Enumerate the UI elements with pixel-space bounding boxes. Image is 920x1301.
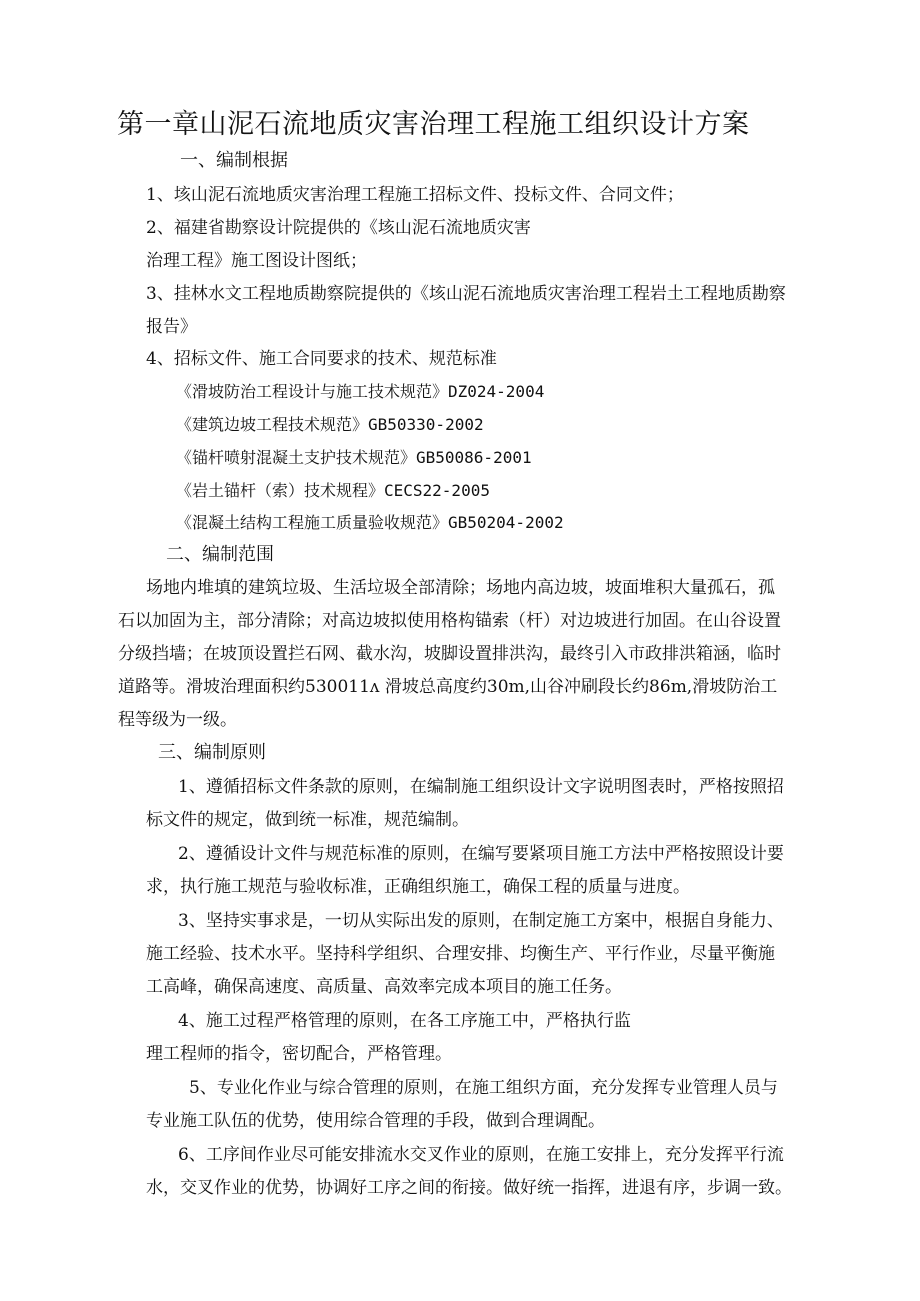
- principle-2-line-2: 求，执行施工规范与验收标准，正确组织施工，确保工程的质量与进度。: [146, 877, 690, 897]
- section-heading-scope: 二、编制范围: [166, 544, 274, 565]
- standard-item-1: 《滑坡防治工程设计与施工技术规范》DZ024-2004: [176, 382, 545, 401]
- document-title: 第一章山泥石流地质灾害治理工程施工组织设计方案: [117, 109, 750, 140]
- scope-line-4: 道路等。滑坡治理面积约530011ʌ 滑坡总高度约30m,山谷冲刷段长约86m,滑坡防治工: [118, 677, 778, 697]
- scope-line-2: 石以加固为主，部分清除；对高边坡拟使用格构锚索（杆）对边坡进行加固。在山谷设置: [118, 611, 781, 631]
- scope-line-3: 分级挡墙；在坡顶设置拦石网、截水沟，坡脚设置排洪沟，最终引入市政排洪箱涵，临时: [118, 644, 781, 664]
- basis-item-4: 4、招标文件、施工合同要求的技术、规范标准: [146, 349, 497, 369]
- principle-4-line-1: 4、施工过程严格管理的原则，在各工序施工中，严格执行监: [178, 1011, 631, 1031]
- section-heading-basis: 一、编制根据: [180, 150, 288, 171]
- principle-5-line-2: 专业施工队伍的优势，使用综合管理的手段，做到合理调配。: [146, 1111, 605, 1131]
- basis-item-3-line-1: 3、挂林水文工程地质勘察院提供的《垓山泥石流地质灾害治理工程岩土工程地质勘察: [146, 284, 786, 304]
- standard-item-2: 《建筑边坡工程技术规范》GB50330-2002: [176, 415, 484, 434]
- principle-1-line-2: 标文件的规定，做到统一标准，规范编制。: [146, 810, 469, 830]
- principle-6-line-1: 6、工序间作业尽可能安排流水交叉作业的原则，在施工安排上，充分发挥平行流: [178, 1145, 784, 1165]
- section-heading-principles: 三、编制原则: [158, 742, 266, 763]
- basis-item-3-line-2: 报告》: [146, 317, 197, 337]
- scope-line-5: 程等级为一级。: [118, 710, 237, 730]
- standard-item-3: 《锚杆喷射混凝土支护技术规范》GB50086-2001: [176, 448, 532, 467]
- scope-line-1: 场地内堆填的建筑垃圾、生活垃圾全部清除；场地内高边坡，坡面堆积大量孤石，孤: [146, 578, 775, 598]
- standard-item-5: 《混凝土结构工程施工质量验收规范》GB50204-2002: [176, 513, 564, 532]
- basis-item-1: 1、垓山泥石流地质灾害治理工程施工招标文件、投标文件、合同文件；: [146, 185, 684, 205]
- principle-4-line-2: 理工程师的指令，密切配合，严格管理。: [146, 1044, 452, 1064]
- basis-item-2-line-2: 治理工程》施工图设计图纸；: [146, 251, 367, 271]
- standard-item-4: 《岩土锚杆（索）技术规程》CECS22-2005: [176, 481, 490, 500]
- principle-1-line-1: 1、遵循招标文件条款的原则，在编制施工组织设计文字说明图表时，严格按照招: [178, 777, 784, 797]
- principle-3-line-3: 工高峰，确保高速度、高质量、高效率完成本项目的施工任务。: [146, 977, 622, 997]
- principle-3-line-1: 3、坚持实事求是，一切从实际出发的原则，在制定施工方案中，根据自身能力、: [178, 911, 784, 931]
- principle-3-line-2: 施工经验、技术水平。坚持科学组织、合理安排、均衡生产、平行作业，尽量平衡施: [146, 944, 775, 964]
- principle-6-line-2: 水，交叉作业的优势，协调好工序之间的衔接。做好统一指挥，进退有序，步调一致。: [146, 1178, 792, 1198]
- principle-5-line-1: 5、专业化作业与综合管理的原则，在施工组织方面，充分发挥专业管理人员与: [189, 1078, 778, 1098]
- basis-item-2-line-1: 2、福建省勘察设计院提供的《垓山泥石流地质灾害: [146, 218, 531, 238]
- principle-2-line-1: 2、遵循设计文件与规范标准的原则，在编写要紧项目施工方法中严格按照设计要: [178, 844, 784, 864]
